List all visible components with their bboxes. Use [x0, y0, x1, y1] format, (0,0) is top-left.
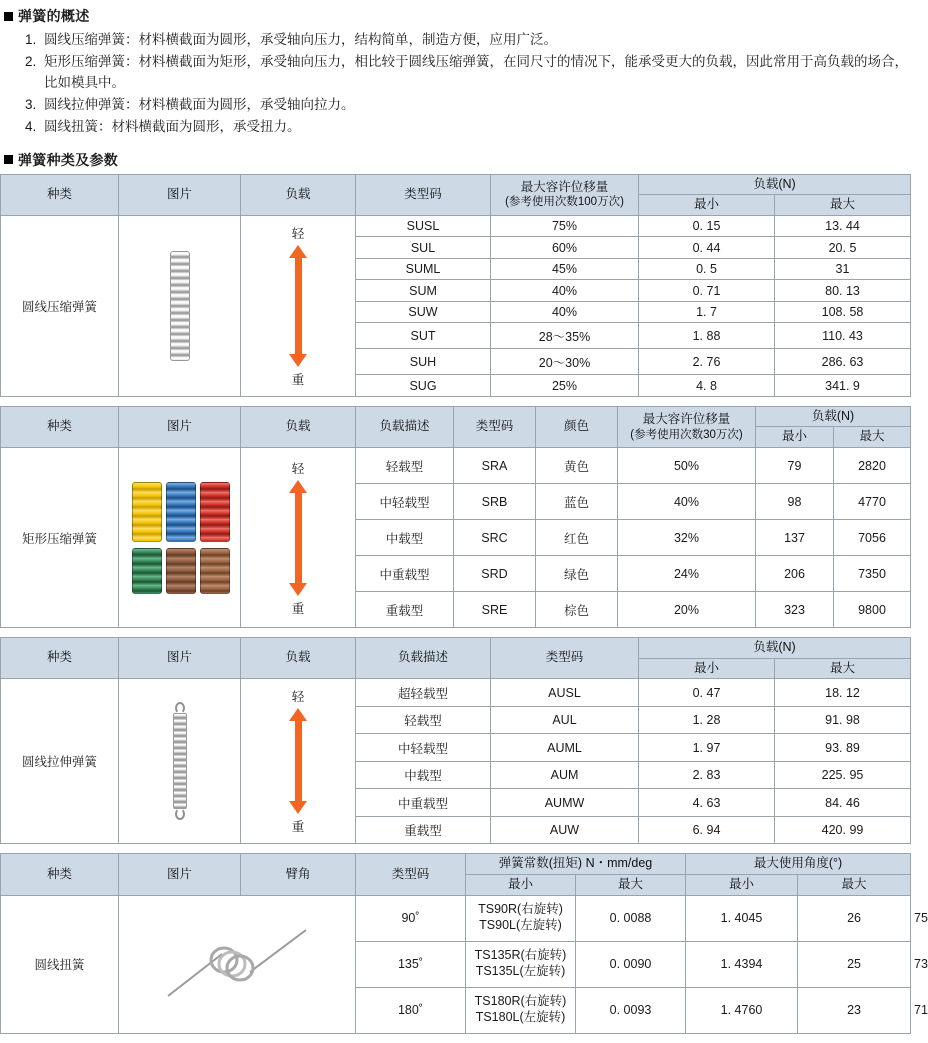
extension-spring-graphic — [168, 701, 192, 821]
load-arrow-cell — [241, 448, 356, 628]
cell-load-max: 4770 — [834, 484, 911, 520]
col-picture: 图片 — [119, 854, 241, 895]
col-max-displacement — [618, 406, 756, 447]
overview-list — [0, 30, 910, 138]
max-displacement-line1: 最大容许位移量 — [642, 411, 731, 426]
cell-load-min: 2. 76 — [639, 349, 775, 375]
cell-k-min: 0. 0090 — [576, 941, 686, 987]
col-spring-constant: 弹簧常数(扭矩) N・mm/deg — [466, 854, 686, 875]
cell-color: 蓝色 — [536, 484, 618, 520]
cell-type-code: AUW — [491, 816, 639, 844]
col-picture: 图片 — [119, 638, 241, 679]
max-displacement-line2: (参考使用次数100万次) — [505, 196, 624, 209]
cell-load-max: 341. 9 — [775, 375, 911, 397]
cell-type-code: SUT — [356, 323, 491, 349]
col-load-n: 负载(N) — [756, 406, 911, 427]
cell-load-min: 4. 8 — [639, 375, 775, 397]
cell-load-desc: 中轻载型 — [356, 484, 454, 520]
cell-color: 棕色 — [536, 592, 618, 628]
cell-type-code: SRD — [454, 556, 536, 592]
cell-displacement: 45% — [491, 258, 639, 279]
cell-load-desc: 中轻载型 — [356, 734, 491, 762]
type-code-line2: TS90L(左旋转) — [479, 918, 562, 933]
cell-type-code: SRE — [454, 592, 536, 628]
cell-load-desc: 重载型 — [356, 816, 491, 844]
col-kind: 种类 — [1, 638, 119, 679]
table-body-4 — [1, 895, 928, 1033]
types-heading — [4, 150, 910, 170]
cell-load-min: 323 — [756, 592, 834, 628]
table-extension — [0, 637, 911, 844]
cell-load-max: 13. 44 — [775, 215, 911, 236]
cell-displacement: 60% — [491, 237, 639, 258]
cell-load-desc: 超轻载型 — [356, 679, 491, 707]
cell-type-code: AUSL — [491, 679, 639, 707]
square-bullet-icon — [4, 12, 13, 21]
cell-load-min: 137 — [756, 520, 834, 556]
table-row: 135˚ TS135R(右旋转) TS135L(左旋转) 0. 0090 1. 4394 25 73 — [1, 941, 911, 987]
table-row — [1, 448, 911, 484]
cell-load-desc: 重载型 — [356, 592, 454, 628]
cell-load-min: 1. 97 — [639, 734, 775, 762]
table-body-2 — [1, 448, 911, 628]
cell-type-code: SUH — [356, 349, 491, 375]
cell-load-min: 2. 83 — [639, 761, 775, 789]
cell-k-min: 0. 0093 — [576, 987, 686, 1033]
col-load-max: 最大 — [834, 427, 911, 448]
cell-arm-angle: 90˚ — [356, 895, 466, 941]
kind-name-rect-compression: 矩形压缩弹簧 — [1, 448, 119, 628]
cell-load-max: 225. 95 — [775, 761, 911, 789]
round-coil-graphic — [170, 251, 190, 361]
load-arrow-cell — [241, 679, 356, 844]
type-code-line2: TS135L(左旋转) — [475, 964, 566, 979]
cell-type-code — [466, 895, 576, 941]
cell-load-max: 18. 12 — [775, 679, 911, 707]
load-light-label: 轻 — [291, 690, 305, 705]
cell-displacement: 25% — [491, 375, 639, 397]
col-load: 负载 — [241, 406, 356, 447]
cell-displacement: 75% — [491, 215, 639, 236]
col-load-min: 最小 — [756, 427, 834, 448]
cell-load-max: 110. 43 — [775, 323, 911, 349]
cell-k-min: 0. 0088 — [576, 895, 686, 941]
cell-type-code: SRB — [454, 484, 536, 520]
load-arrow-icon — [289, 708, 307, 814]
cell-displacement: 24% — [618, 556, 756, 592]
cell-load-max: 93. 89 — [775, 734, 911, 762]
type-code-line1: TS180R(右旋转) — [474, 994, 567, 1009]
col-load: 负载 — [241, 638, 356, 679]
cell-load-max: 7350 — [834, 556, 911, 592]
list-item: 3. 圆线拉伸弹簧：材料横截面为圆形，承受轴向拉力。 — [40, 95, 910, 116]
table-body-3 — [1, 679, 911, 844]
cell-load-min: 0. 15 — [639, 215, 775, 236]
cell-load-max: 31 — [775, 258, 911, 279]
cell-color: 黄色 — [536, 448, 618, 484]
load-arrow-icon — [289, 245, 307, 367]
picture-extension-spring — [119, 679, 241, 844]
cell-load-desc: 轻载型 — [356, 448, 454, 484]
kind-name-extension: 圆线拉伸弹簧 — [1, 679, 119, 844]
table-rect-compression — [0, 406, 911, 628]
col-color: 颜色 — [536, 406, 618, 447]
cell-type-code: SRC — [454, 520, 536, 556]
cell-load-min: 6. 94 — [639, 816, 775, 844]
overview-heading-text: 弹簧的概述 — [18, 8, 90, 24]
list-item: 4. 圆线扭簧：材料横截面为圆形，承受扭力。 — [40, 117, 910, 138]
col-load-desc: 负载描述 — [356, 638, 491, 679]
col-load-min: 最小 — [639, 195, 775, 216]
cell-load-max: 286. 63 — [775, 349, 911, 375]
cell-arm-angle: 180˚ — [356, 987, 466, 1033]
load-arrow-cell — [241, 215, 356, 396]
col-max-use-angle: 最大使用角度(°) — [686, 854, 911, 875]
cell-type-code: SUG — [356, 375, 491, 397]
types-heading-text: 弹簧种类及参数 — [18, 151, 119, 168]
cell-type-code: AUL — [491, 706, 639, 734]
cell-load-max: 20. 5 — [775, 237, 911, 258]
cell-type-code: SUML — [356, 258, 491, 279]
table-torsion — [0, 853, 928, 1033]
col-load-max: 最大 — [775, 195, 911, 216]
cell-load-min: 4. 63 — [639, 789, 775, 817]
cell-displacement: 20～30% — [491, 349, 639, 375]
col-kind: 种类 — [1, 406, 119, 447]
table-row: 180˚ TS180R(右旋转) TS180L(左旋转) 0. 0093 1. 4760 23 71 — [1, 987, 911, 1033]
rect-coil-group-graphic — [122, 476, 237, 600]
cell-type-code — [466, 987, 576, 1033]
col-load-min: 最小 — [639, 658, 775, 679]
col-k-max: 最大 — [576, 874, 686, 895]
cell-load-max: 108. 58 — [775, 301, 911, 322]
cell-load-min: 1. 28 — [639, 706, 775, 734]
col-picture: 图片 — [119, 406, 241, 447]
load-light-label: 轻 — [291, 461, 305, 476]
col-picture: 图片 — [119, 174, 241, 215]
max-displacement-line2: (参考使用次数30万次) — [630, 428, 743, 441]
cell-type-code: AUMW — [491, 789, 639, 817]
cell-displacement: 50% — [618, 448, 756, 484]
col-kind: 种类 — [1, 174, 119, 215]
col-type-code: 类型码 — [356, 174, 491, 215]
cell-load-max: 80. 13 — [775, 280, 911, 301]
col-load-n: 负载(N) — [639, 174, 911, 195]
cell-displacement: 40% — [491, 280, 639, 301]
square-bullet-icon — [4, 155, 13, 164]
type-code-line2: TS180L(左旋转) — [475, 1010, 566, 1025]
cell-load-min: 1. 88 — [639, 323, 775, 349]
cell-displacement: 28～35% — [491, 323, 639, 349]
cell-load-min: 206 — [756, 556, 834, 592]
cell-color: 绿色 — [536, 556, 618, 592]
picture-round-compression-spring — [119, 215, 241, 396]
cell-load-max: 84. 46 — [775, 789, 911, 817]
cell-displacement: 20% — [618, 592, 756, 628]
cell-load-max: 9800 — [834, 592, 911, 628]
col-type-code: 类型码 — [454, 406, 536, 447]
cell-load-max: 91. 98 — [775, 706, 911, 734]
col-load-max: 最大 — [775, 658, 911, 679]
table-round-compression — [0, 174, 911, 397]
cell-displacement: 32% — [618, 520, 756, 556]
load-heavy-label: 重 — [291, 820, 305, 835]
cell-angle-min: 23 — [798, 987, 911, 1033]
cell-k-max: 1. 4760 — [686, 987, 798, 1033]
col-load-n: 负载(N) — [639, 638, 911, 659]
torsion-spring-graphic — [162, 918, 312, 1008]
cell-load-min: 98 — [756, 484, 834, 520]
col-type-code: 类型码 — [356, 854, 466, 895]
table-body-1 — [1, 215, 911, 396]
cell-arm-angle: 135˚ — [356, 941, 466, 987]
type-code-line1: TS90R(右旋转) — [478, 902, 563, 917]
col-load: 负载 — [241, 174, 356, 215]
cell-angle-min: 25 — [798, 941, 911, 987]
cell-type-code: AUML — [491, 734, 639, 762]
kind-name-torsion: 圆线扭簧 — [1, 895, 119, 1033]
cell-k-max: 1. 4045 — [686, 895, 798, 941]
cell-load-min: 79 — [756, 448, 834, 484]
cell-type-code — [466, 941, 576, 987]
col-angle-max: 最大 — [798, 874, 911, 895]
col-kind: 种类 — [1, 854, 119, 895]
cell-load-min: 0. 44 — [639, 237, 775, 258]
col-k-min: 最小 — [466, 874, 576, 895]
cell-load-desc: 中载型 — [356, 761, 491, 789]
type-code-line1: TS135R(右旋转) — [474, 948, 567, 963]
load-heavy-label: 重 — [291, 372, 305, 387]
cell-load-desc: 轻载型 — [356, 706, 491, 734]
table-row — [1, 679, 911, 707]
max-displacement-line1: 最大容许位移量 — [520, 179, 609, 194]
overview-heading — [4, 6, 910, 26]
kind-name-round-compression: 圆线压缩弹簧 — [1, 215, 119, 396]
cell-color: 红色 — [536, 520, 618, 556]
col-angle-min: 最小 — [686, 874, 798, 895]
cell-load-desc: 中重载型 — [356, 789, 491, 817]
picture-torsion-spring — [119, 895, 356, 1033]
col-type-code: 类型码 — [491, 638, 639, 679]
list-item: 1. 圆线压缩弹簧：材料横截面为圆形，承受轴向压力，结构简单，制造方便，应用广泛。 — [40, 30, 910, 51]
col-max-displacement — [491, 174, 639, 215]
table-row — [1, 215, 911, 236]
cell-type-code: AUM — [491, 761, 639, 789]
cell-load-max: 7056 — [834, 520, 911, 556]
table-row: 圆线扭簧 90˚ TS90R(右旋转) TS90L(左旋转) 0. 0088 1. 4045 26 75 — [1, 895, 911, 941]
cell-load-min: 0. 47 — [639, 679, 775, 707]
load-arrow-icon — [289, 480, 307, 596]
cell-type-code: SUL — [356, 237, 491, 258]
cell-k-max: 1. 4394 — [686, 941, 798, 987]
load-heavy-label: 重 — [291, 601, 305, 616]
col-load-desc: 负载描述 — [356, 406, 454, 447]
load-light-label: 轻 — [291, 226, 305, 241]
cell-type-code: SUW — [356, 301, 491, 322]
cell-load-min: 0. 5 — [639, 258, 775, 279]
cell-type-code: SRA — [454, 448, 536, 484]
cell-load-desc: 中载型 — [356, 520, 454, 556]
cell-load-desc: 中重载型 — [356, 556, 454, 592]
cell-load-min: 1. 7 — [639, 301, 775, 322]
cell-load-min: 0. 71 — [639, 280, 775, 301]
col-arm-angle: 臂角 — [241, 854, 356, 895]
cell-type-code: SUSL — [356, 215, 491, 236]
cell-angle-min: 26 — [798, 895, 911, 941]
list-item: 2. 矩形压缩弹簧：材料横截面为矩形，承受轴向压力，相比较于圆线压缩弹簧，在同尺寸的情况下，能承受更大的负载，因此常用于高负载的场合，比如模具中。 — [40, 52, 910, 94]
picture-rect-compression-springs — [119, 448, 241, 628]
cell-type-code: SUM — [356, 280, 491, 301]
cell-load-max: 420. 99 — [775, 816, 911, 844]
cell-load-max: 2820 — [834, 448, 911, 484]
cell-displacement: 40% — [491, 301, 639, 322]
cell-displacement: 40% — [618, 484, 756, 520]
